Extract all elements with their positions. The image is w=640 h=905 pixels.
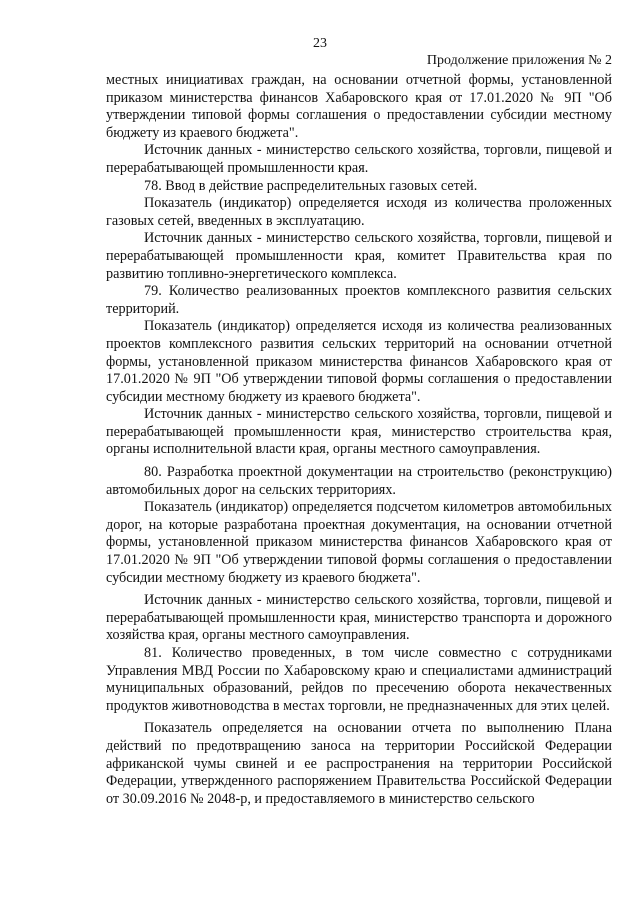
document-body <box>106 72 612 808</box>
section-heading-78: 78. Ввод в действие распределительных газовых сетей. <box>144 177 478 194</box>
section-heading-79: 79. Количество реализованных проектов комплексного развития сельских территорий. <box>106 283 612 317</box>
paragraph: Показатель (индикатор) определяется исходя из количества реализованных проектов комплексного развития сельских территорий на основании отчетной формы, установленной приказом министерства финансов Хабаровского края от 17.01.2020 № 9П "Об утверждении типовой формы соглашения о предоставлении субсидии местному бюджету из краевого бюджета". <box>106 318 612 405</box>
paragraph: Источник данных - министерство сельского хозяйства, торговли, пищевой и перерабатывающей промышленности края, министерство транспорта и дорожного хозяйства края, органы местного самоуправления. <box>106 592 612 644</box>
paragraph: Источник данных - министерство сельского хозяйства, торговли, пищевой и перерабатывающей промышленности края, министерство строительства края, органы исполнительной власти края, органы местного самоуправления. <box>106 406 612 458</box>
paragraph: Источник данных - министерство сельского хозяйства, торговли, пищевой и перерабатывающей промышленности края. <box>106 142 612 176</box>
paragraph: Показатель (индикатор) определяется исходя из количества проложенных газовых сетей, введенных в эксплуатацию. <box>106 195 612 229</box>
section-heading-80: 80. Разработка проектной документации на строительство (реконструкцию) автомобильных дорог на сельских территориях. <box>106 464 612 498</box>
paragraph: Показатель (индикатор) определяется подсчетом километров автомобильных дорог, на которые разработана проектная документация, на основании отчетной формы, установленной приказом министерства финансов Хабаровского края от 17.01.2020 № 9П "Об утверждении типовой формы соглашения о предоставлении субсидии местному бюджету из краевого бюджета". <box>106 499 612 586</box>
paragraph: местных инициативах граждан, на основании отчетной формы, установленной приказом министерства финансов Хабаровского края от 17.01.2020 № 9П "Об утверждении типовой формы соглашения о предоставлении субсидии местному бюджету из краевого бюджета". <box>106 72 612 141</box>
paragraph: Показатель определяется на основании отчета по выполнению Плана действий по предотвращению заноса на территории Российской Федерации африканской чумы свиней и ее распространения на территории Российской Федерации, утвержденного распоряжением Правительства Российской Федерации от 30.09.2016 № 2048-р, и предоставляемого в министерство сельского <box>106 720 612 807</box>
appendix-continuation-note: Продолжение приложения № 2 <box>426 53 612 68</box>
paragraph: Источник данных - министерство сельского хозяйства, торговли, пищевой и перерабатывающей промышленности края, комитет Правительства края по развитию топливно-энергетического комплекса. <box>106 230 612 282</box>
section-heading-81: 81. Количество проведенных, в том числе совместно с сотрудниками Управления МВД России по Хабаровскому краю и специалистами администраций муниципальных образований, рейдов по пресечению оборота некачественных продуктов животноводства в местах торговли, не предназначенных для этих целей. <box>106 645 612 714</box>
page-number: 23 <box>313 36 327 51</box>
